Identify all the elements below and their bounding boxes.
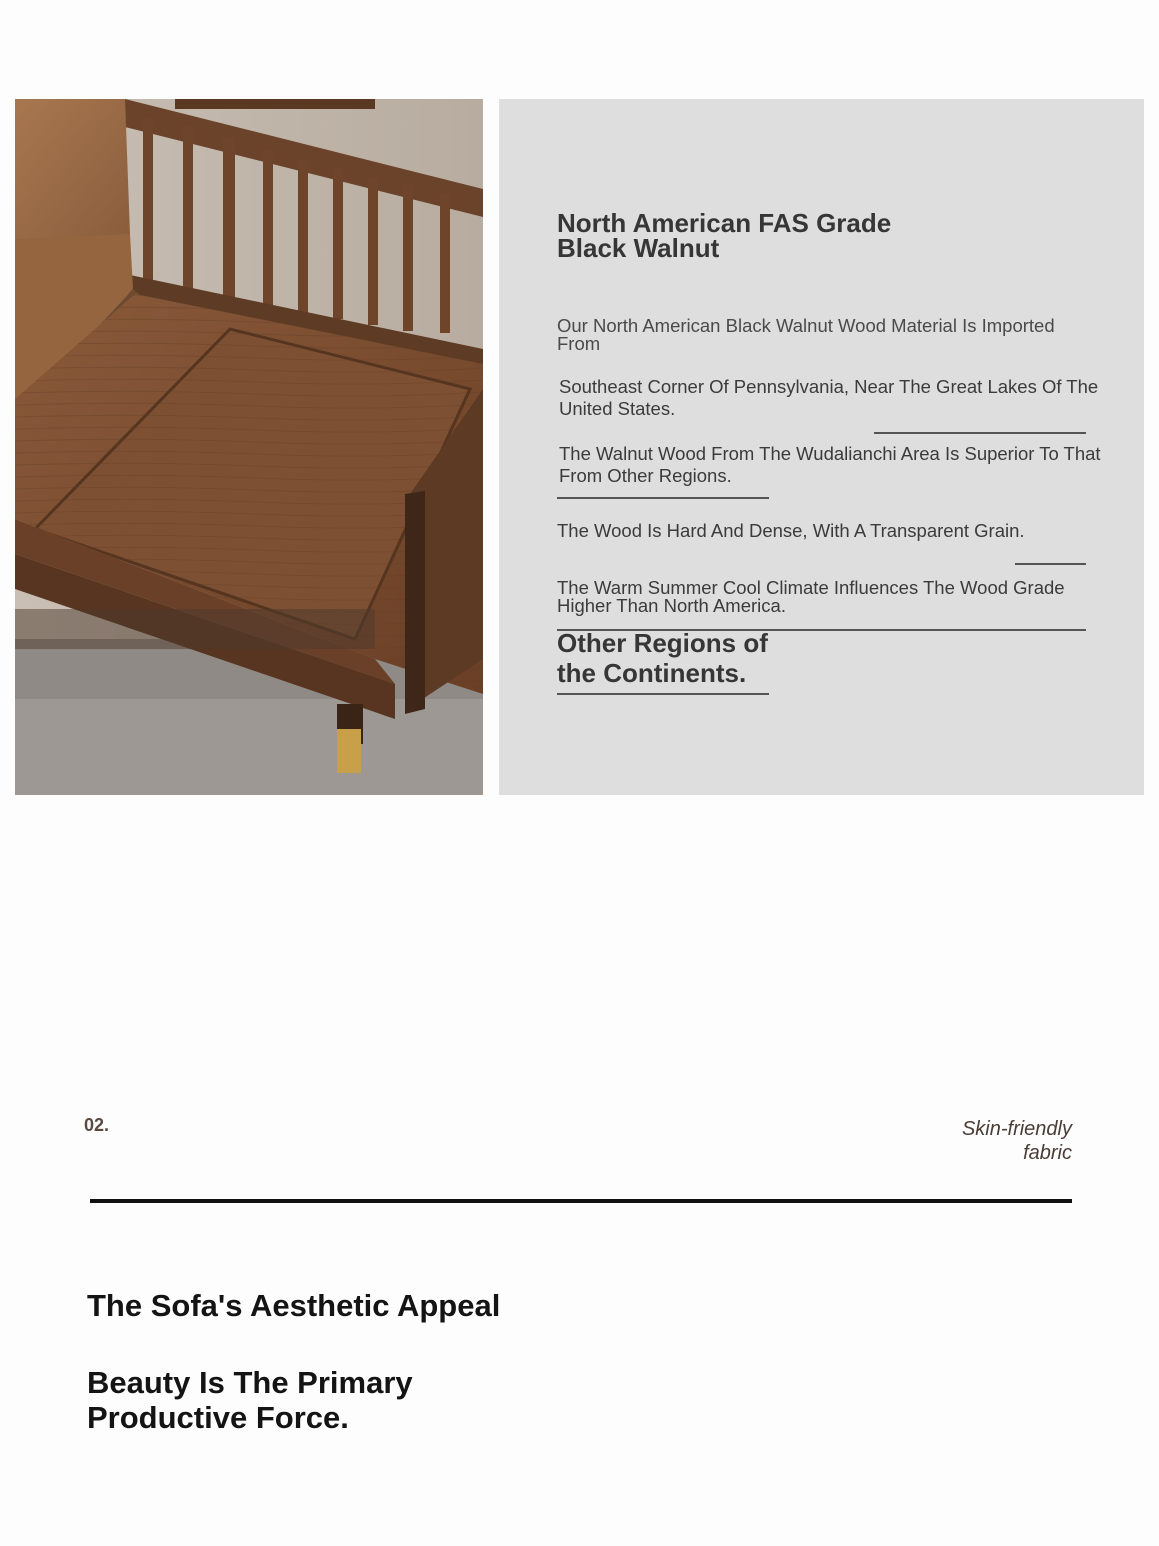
panel-title: North American FAS Grade Black Walnut bbox=[557, 208, 892, 263]
point-origin: Southeast Corner Of Pennsylvania, Near The Great Lakes Of The United States. bbox=[559, 376, 1099, 419]
decorative-rule bbox=[557, 497, 769, 499]
point-wudalianchi: The Walnut Wood From The Wudalianchi Area Is Superior To That From Other Regions. bbox=[559, 443, 1101, 486]
walnut-sofa-illustration bbox=[15, 99, 483, 795]
point-hardness: The Wood Is Hard And Dense, With A Transparent Grain. bbox=[557, 520, 1025, 541]
section-divider bbox=[90, 1199, 1072, 1203]
walnut-info-panel bbox=[499, 99, 1144, 795]
intro-text: Our North American Black Walnut Wood Material Is Imported From bbox=[557, 315, 1055, 354]
section-heading: The Sofa's Aesthetic Appeal bbox=[87, 1288, 501, 1323]
fabric-tagline: Skin-friendly fabric bbox=[961, 1118, 1072, 1164]
section-number: 02. bbox=[84, 1115, 110, 1135]
point-climate: The Warm Summer Cool Climate Influences The Wood Grade Higher Than North America. bbox=[557, 577, 1065, 616]
decorative-rule bbox=[874, 432, 1086, 434]
closing-heading: Other Regions of the Continents. bbox=[557, 628, 768, 688]
decorative-rule bbox=[557, 693, 769, 695]
sofa-product-photo bbox=[15, 99, 483, 795]
decorative-rule bbox=[1015, 563, 1086, 565]
section-subheading: Beauty Is The Primary Productive Force. bbox=[87, 1365, 413, 1435]
